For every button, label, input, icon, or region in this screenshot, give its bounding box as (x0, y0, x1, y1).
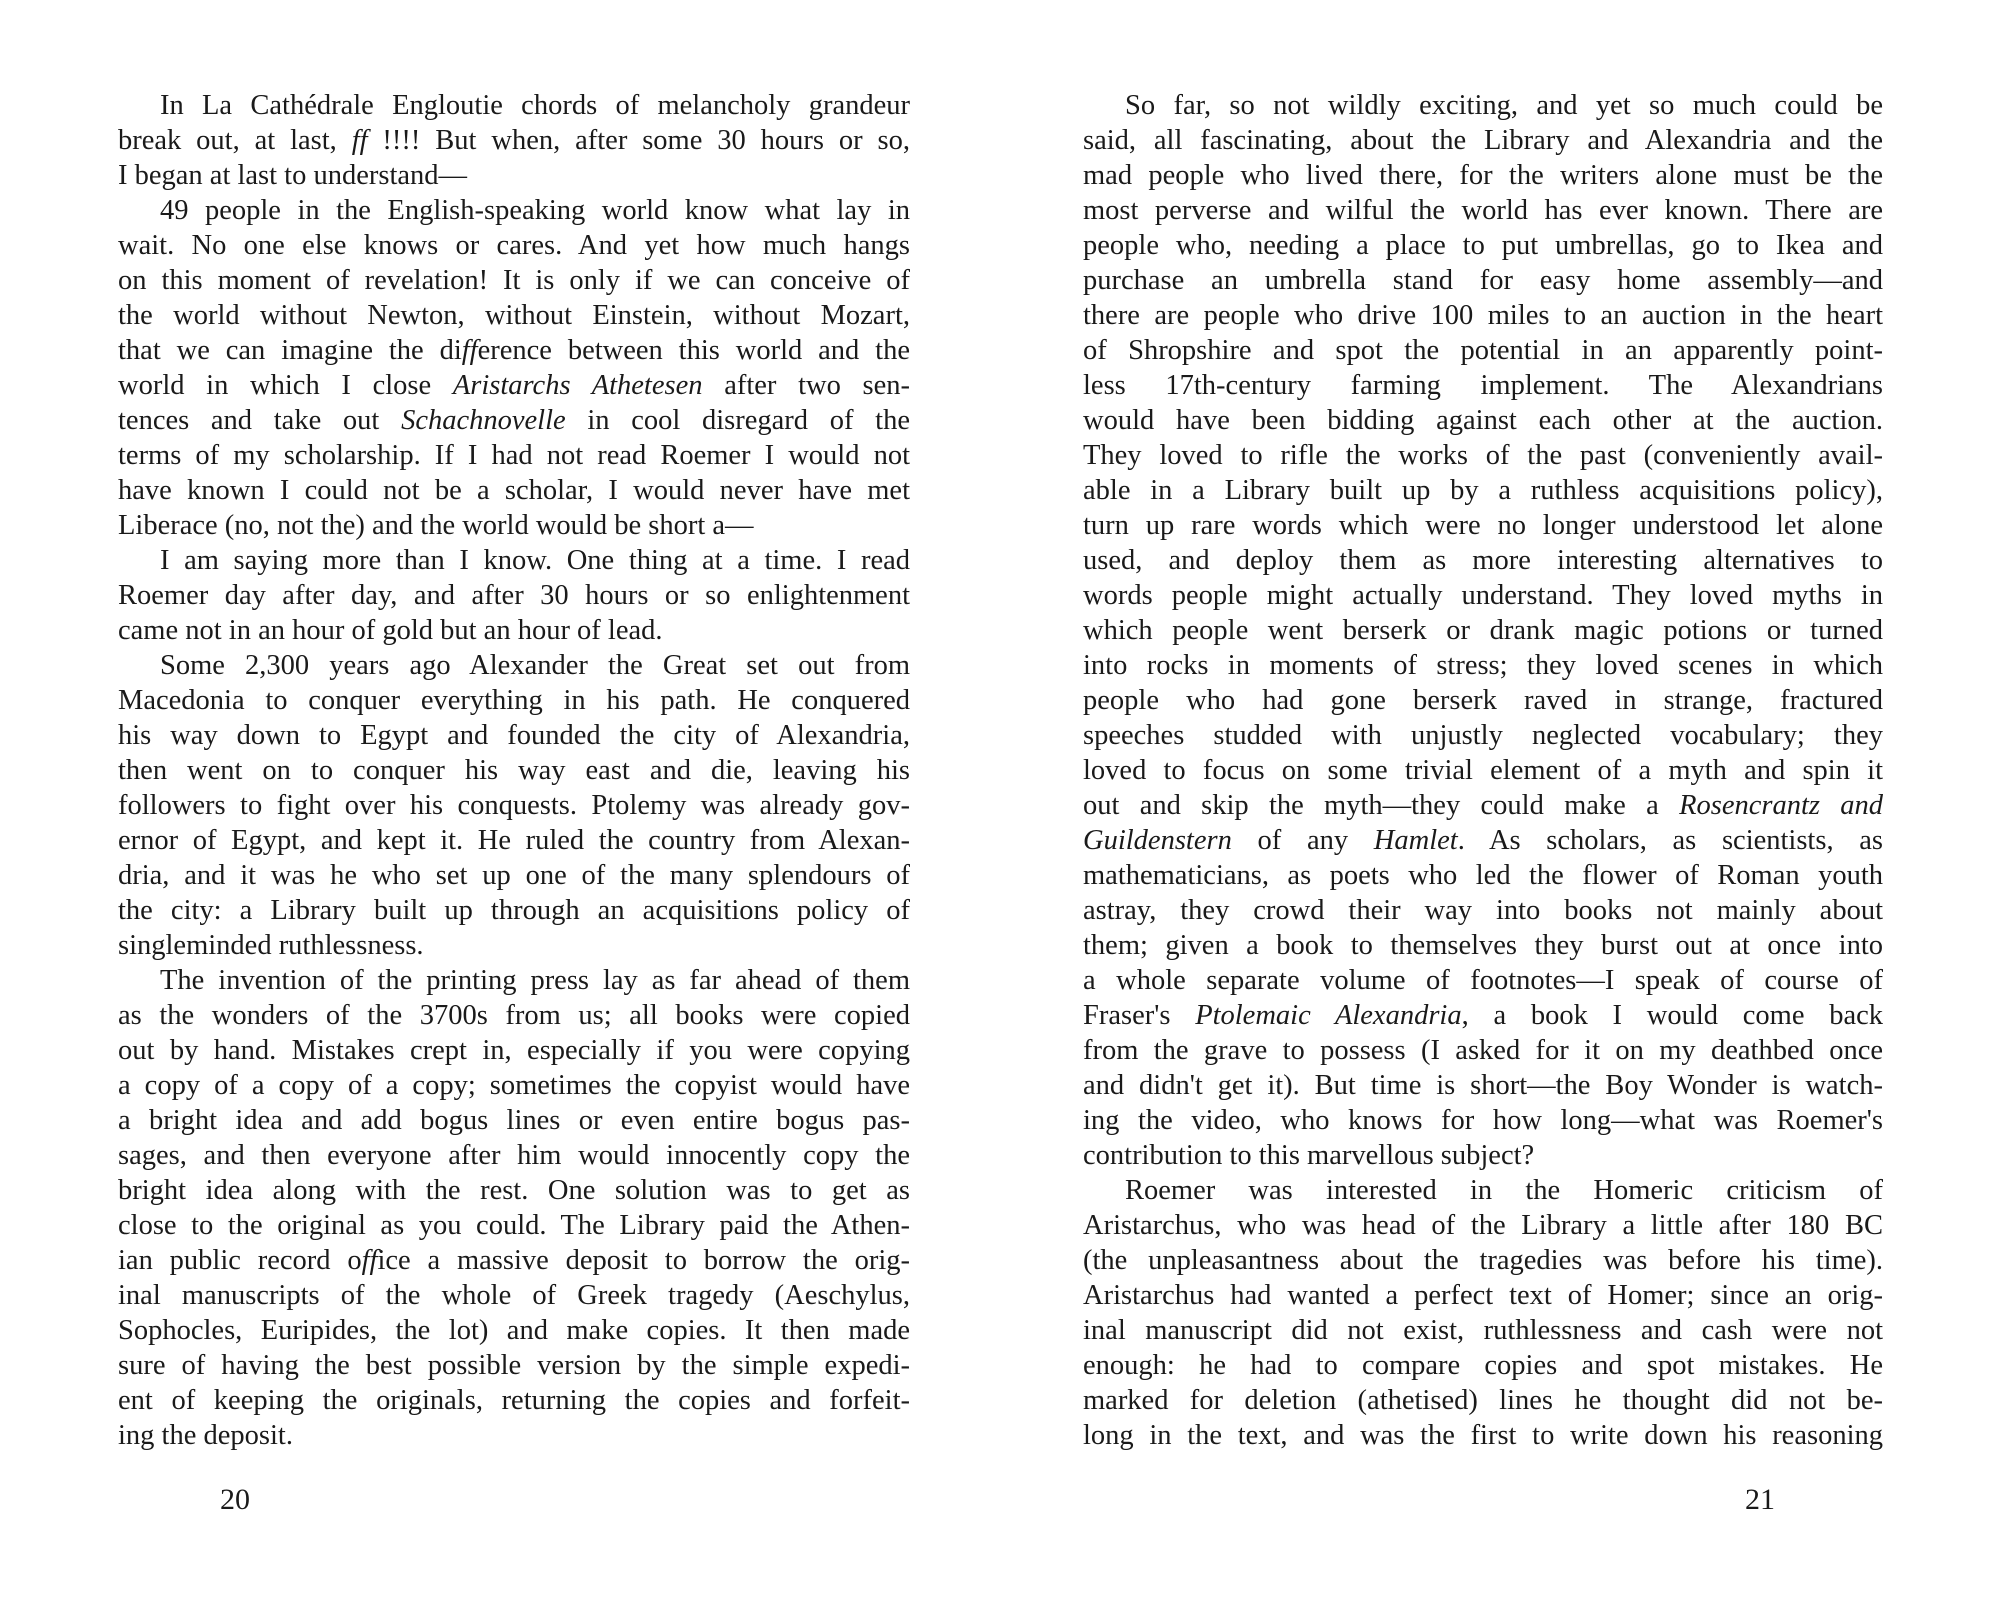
text-line: purchase an umbrella stand for easy home assembly—and (1083, 265, 1883, 296)
text-line: which people went berserk or drank magic potions or turned (1083, 615, 1883, 646)
text-line: sages, and then everyone after him would innocently copy the (118, 1140, 910, 1171)
text-line: Macedonia to conquer everything in his path. He conquered (118, 685, 910, 716)
text-line: I began at last to understand— (118, 160, 468, 191)
text-line: close to the original as you could. The Library paid the Athen- (118, 1210, 910, 1241)
text-line: Some 2,300 years ago Alexander the Great set out from (160, 650, 910, 681)
left-page (118, 88, 910, 1453)
text-line: that we can imagine the difference between this world and the (118, 335, 910, 366)
text-line: them; given a book to themselves they burst out at once into (1083, 930, 1883, 961)
text-line: ing the video, who knows for how long—what was Roemer's (1083, 1105, 1883, 1136)
text-line: people who, needing a place to put umbrellas, go to Ikea and (1083, 230, 1883, 261)
text-line: (the unpleasantness about the tragedies was before his time). (1083, 1245, 1883, 1276)
text-line: a bright idea and add bogus lines or even entire bogus pas- (118, 1105, 910, 1136)
text-line: mathematicians, as poets who led the flower of Roman youth (1083, 860, 1883, 891)
text-line: astray, they crowd their way into books not mainly about (1083, 895, 1883, 926)
text-line: used, and deploy them as more interesting alternatives to (1083, 545, 1883, 576)
text-line: words people might actually understand. They loved myths in (1083, 580, 1883, 611)
text-line: from the grave to possess (I asked for it on my deathbed once (1083, 1035, 1883, 1066)
text-line: wait. No one else knows or cares. And yet how much hangs (118, 230, 910, 261)
text-line: as the wonders of the 3700s from us; all books were copied (118, 1000, 910, 1031)
text-line: then went on to conquer his way east and die, leaving his (118, 755, 910, 786)
text-line: ing the deposit. (118, 1420, 293, 1451)
text-line: The invention of the printing press lay as far ahead of them (160, 965, 910, 996)
text-line: enough: he had to compare copies and spot mistakes. He (1083, 1350, 1883, 1381)
text-line: ernor of Egypt, and kept it. He ruled the country from Alexan- (118, 825, 910, 856)
text-line: loved to focus on some trivial element of a myth and spin it (1083, 755, 1883, 786)
text-line: long in the text, and was the first to write down his reasoning (1083, 1420, 1883, 1451)
text-line: his way down to Egypt and founded the city of Alexandria, (118, 720, 910, 751)
text-line: the world without Newton, without Einstein, without Mozart, (118, 300, 910, 331)
text-line: there are people who drive 100 miles to an auction in the heart (1083, 300, 1883, 331)
page-number-left: 20 (220, 1483, 250, 1516)
text-line: So far, so not wildly exciting, and yet so much could be (1125, 90, 1883, 121)
right-page (1083, 88, 1883, 1453)
text-line: followers to fight over his conquests. Ptolemy was already gov- (118, 790, 910, 821)
text-line: ian public record office a massive deposit to borrow the orig- (118, 1245, 910, 1276)
text-line: contribution to this marvellous subject? (1083, 1140, 1535, 1171)
text-line: Guildenstern of any Hamlet. As scholars, as scientists, as (1083, 825, 1883, 856)
text-line: on this moment of revelation! It is only if we can conceive of (118, 265, 910, 296)
text-line: said, all fascinating, about the Library and Alexandria and the (1083, 125, 1883, 156)
text-line: 49 people in the English-speaking world know what lay in (160, 195, 910, 226)
text-line: have known I could not be a scholar, I would never have met (118, 475, 910, 506)
text-line: inal manuscripts of the whole of Greek tragedy (Aeschylus, (118, 1280, 910, 1311)
text-line: speeches studded with unjustly neglected vocabulary; they (1083, 720, 1883, 751)
text-line: a copy of a copy of a copy; sometimes the copyist would have (118, 1070, 910, 1101)
text-line: tences and take out Schachnovelle in cool disregard of the (118, 405, 910, 436)
text-line: Roemer was interested in the Homeric criticism of (1125, 1175, 1883, 1206)
text-line: Sophocles, Euripides, the lot) and make copies. It then made (118, 1315, 910, 1346)
text-line: came not in an hour of gold but an hour of lead. (118, 615, 663, 646)
text-line: of Shropshire and spot the potential in an apparently point- (1083, 335, 1883, 366)
text-line: singleminded ruthlessness. (118, 930, 424, 961)
text-line: out and skip the myth—they could make a Rosencrantz and (1083, 790, 1883, 821)
text-line: Aristarchus, who was head of the Library a little after 180 BC (1083, 1210, 1883, 1241)
text-line: mad people who lived there, for the writers alone must be the (1083, 160, 1883, 191)
text-line: people who had gone berserk raved in strange, fractured (1083, 685, 1883, 716)
text-line: would have been bidding against each other at the auction. (1083, 405, 1883, 436)
text-line: and didn't get it). But time is short—the Boy Wonder is watch- (1083, 1070, 1883, 1101)
text-line: I am saying more than I know. One thing at a time. I read (160, 545, 910, 576)
text-line: the city: a Library built up through an acquisitions policy of (118, 895, 910, 926)
text-line: marked for deletion (athetised) lines he thought did not be- (1083, 1385, 1883, 1416)
page-number-right: 21 (1745, 1483, 1775, 1516)
text-line: ent of keeping the originals, returning the copies and forfeit- (118, 1385, 910, 1416)
text-line: sure of having the best possible version by the simple expedi- (118, 1350, 910, 1381)
text-line: Liberace (no, not the) and the world would be short a— (118, 510, 754, 541)
text-line: most perverse and wilful the world has ever known. There are (1083, 195, 1883, 226)
text-line: terms of my scholarship. If I had not read Roemer I would not (118, 440, 910, 471)
text-line: bright idea along with the rest. One solution was to get as (118, 1175, 910, 1206)
text-line: Aristarchus had wanted a perfect text of Homer; since an orig- (1083, 1280, 1883, 1311)
text-line: world in which I close Aristarchs Athetesen after two sen- (118, 370, 910, 401)
text-line: break out, at last, ff !!!! But when, after some 30 hours or so, (118, 125, 910, 156)
text-line: They loved to rifle the works of the past (conveniently avail- (1083, 440, 1883, 471)
text-line: dria, and it was he who set up one of the many splendours of (118, 860, 910, 891)
text-line: a whole separate volume of footnotes—I speak of course of (1083, 965, 1883, 996)
text-line: able in a Library built up by a ruthless acquisitions policy), (1083, 475, 1883, 506)
text-line: inal manuscript did not exist, ruthlessness and cash were not (1083, 1315, 1883, 1346)
text-line: less 17th-century farming implement. The Alexandrians (1083, 370, 1883, 401)
text-line: out by hand. Mistakes crept in, especially if you were copying (118, 1035, 910, 1066)
text-line: Roemer day after day, and after 30 hours or so enlightenment (118, 580, 910, 611)
text-line: into rocks in moments of stress; they loved scenes in which (1083, 650, 1883, 681)
text-line: Fraser's Ptolemaic Alexandria, a book I would come back (1083, 1000, 1883, 1031)
text-line: turn up rare words which were no longer understood let alone (1083, 510, 1883, 541)
text-line: In La Cathédrale Engloutie chords of melancholy grandeur (160, 90, 910, 121)
